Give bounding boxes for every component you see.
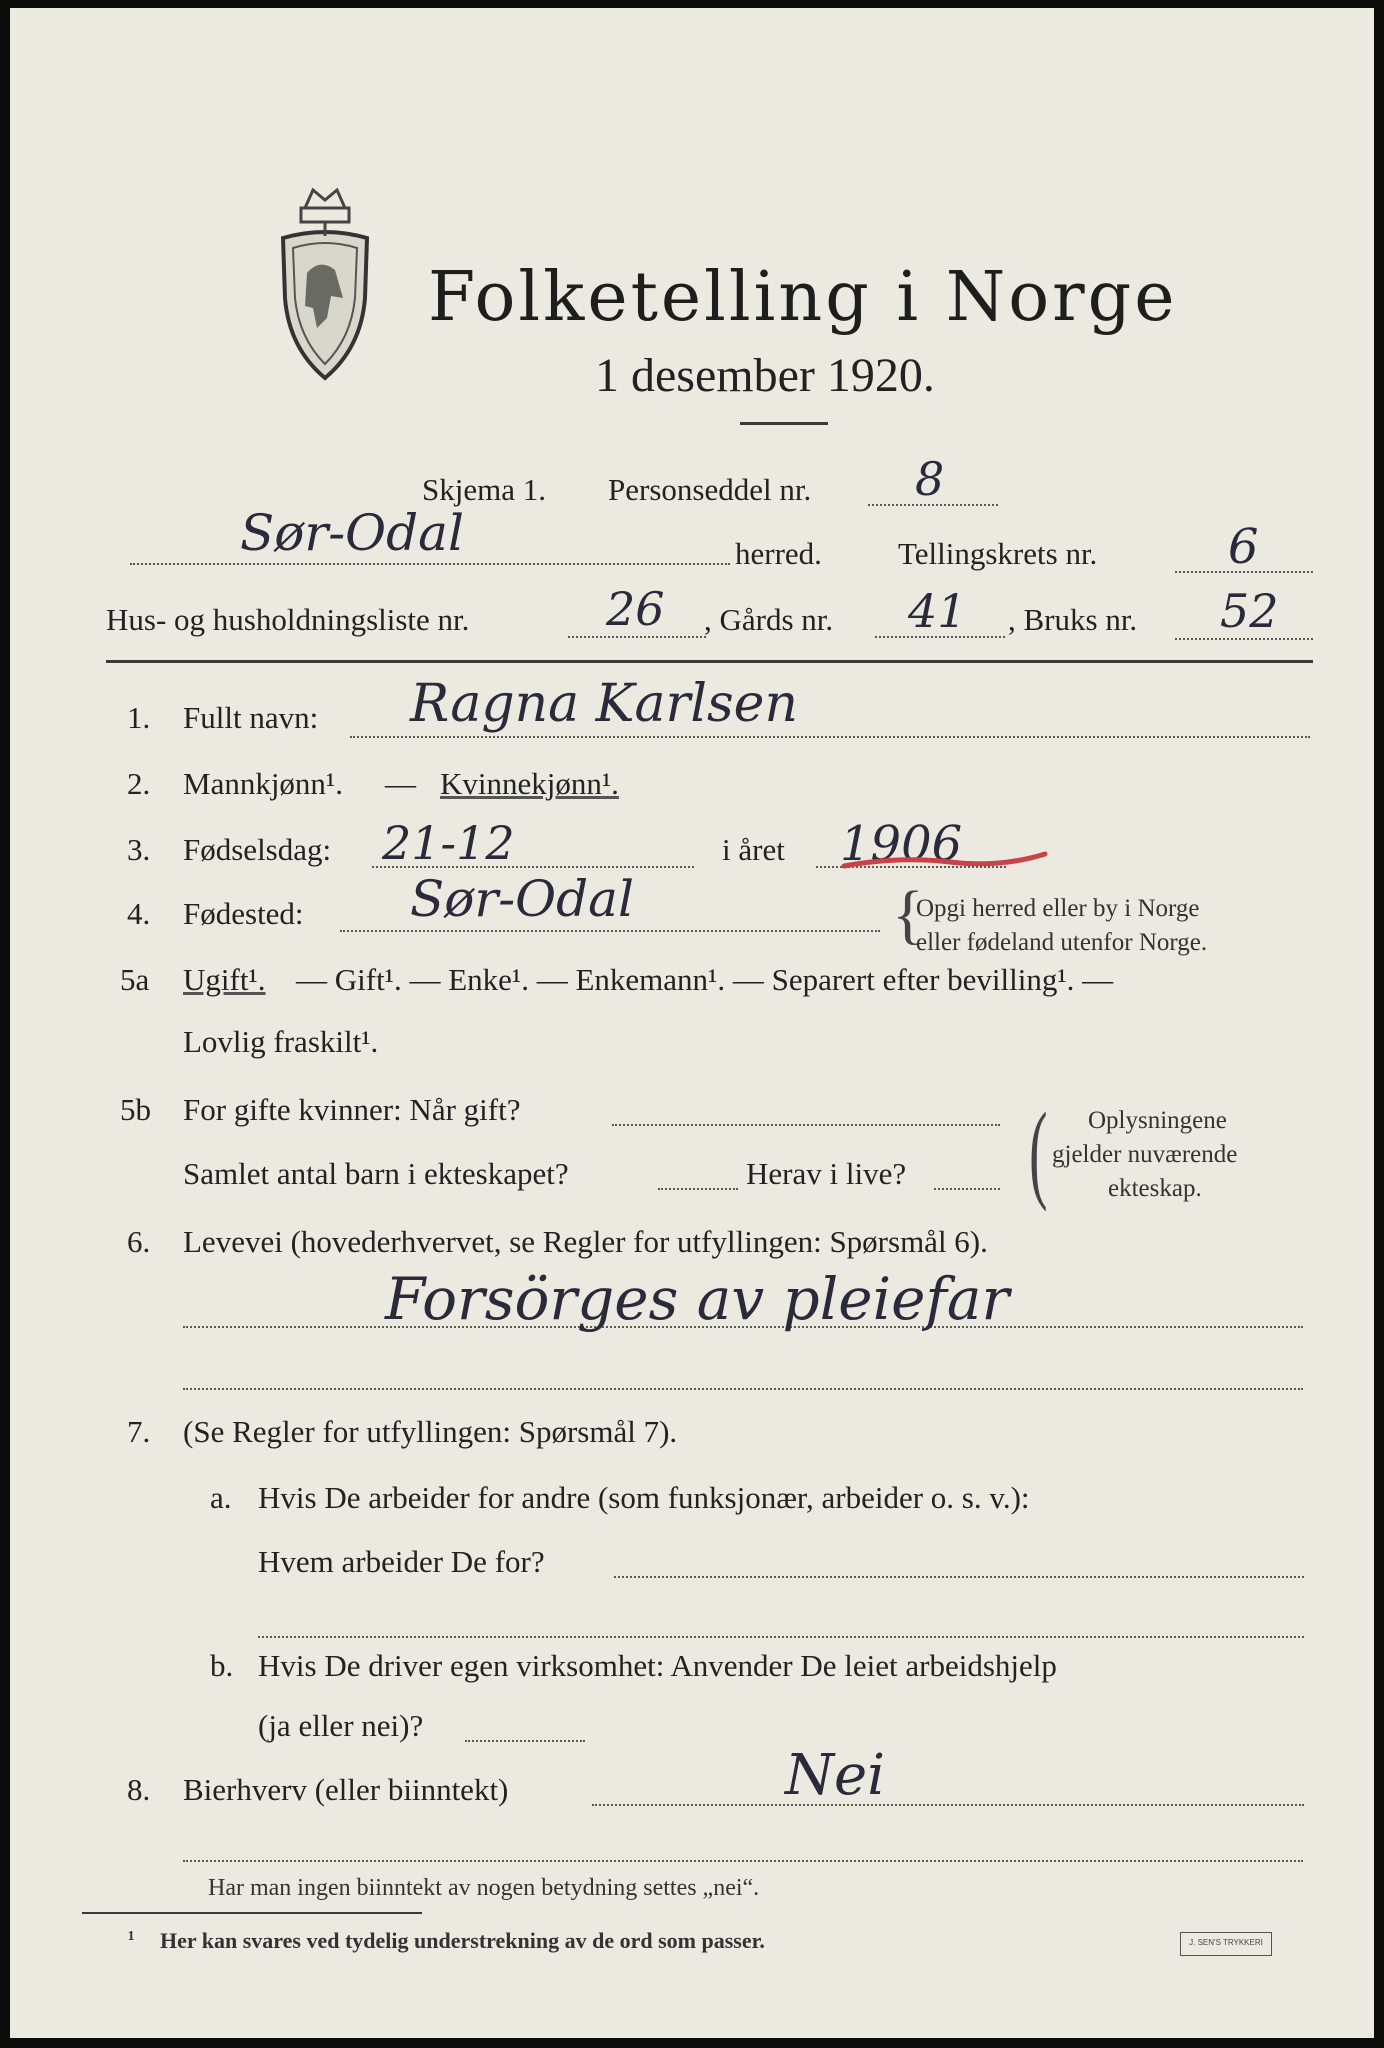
printer-stamp-text: J. SEN'S TRYKKERI [1189,1938,1263,1947]
q6-label: Levevei (hovederhvervet, se Regler for utfyllingen: Spørsmål 6). [183,1224,988,1259]
children-alive-field[interactable] [934,1188,1000,1190]
person-value: 8 [915,452,945,506]
occupation-value: Forsörges av pleiefar [385,1265,1010,1333]
gards-value: 41 [908,584,967,638]
q7a-line2: Hvem arbeider De for? [258,1544,545,1579]
q4-brace: { [892,878,924,951]
ugift-option[interactable]: Ugift¹. [183,962,266,997]
herred-value: Sør-Odal [240,504,464,562]
footnote-divider [82,1912,422,1914]
q7b-line1: Hvis De driver egen virksomhet: Anvender De leiet arbeidshjelp [258,1648,1057,1683]
q2-number: 2. [127,766,151,801]
q5b-brace: ( [1029,1090,1048,1212]
footnote-text: Her kan svares ved tydelig understrekning av de ord som passer. [160,1928,765,1953]
red-pencil-mark [840,848,1050,878]
q5b-number: 5b [120,1092,151,1127]
printer-stamp [1180,1932,1272,1956]
employer-field-2[interactable] [258,1636,1304,1638]
form-title: Folketelling i Norge [428,258,1178,337]
q4-label: Fødested: [183,896,304,931]
female-option[interactable]: Kvinnekjønn¹. [440,766,619,801]
birthday-value: 21-12 [382,816,515,870]
occupation-field-2[interactable] [183,1388,1303,1390]
q4-number: 4. [127,896,151,931]
male-option[interactable]: Mannkjønn¹. [183,766,343,801]
q5b-line2b: Herav i live? [746,1156,907,1191]
q8-label: Bierhverv (eller biinntekt) [183,1772,509,1807]
fullname-field[interactable] [350,736,1310,738]
birthplace-field[interactable] [340,930,880,932]
side-income-field[interactable] [592,1804,1304,1806]
title-divider [740,422,828,425]
q7b-line2: (ja eller nei)? [258,1708,424,1743]
q8-number: 8. [127,1772,151,1807]
person-label: Personseddel nr. [608,472,812,507]
q1-number: 1. [127,700,151,735]
q7-number: 7. [127,1414,151,1449]
bruks-field[interactable] [1175,638,1313,640]
hus-value: 26 [606,582,665,636]
side-income-value: Nei [785,1743,886,1808]
herred-label: herred. [735,536,822,571]
hus-label: Hus- og husholdningsliste nr. [106,602,470,637]
q5a-line2: Lovlig fraskilt¹. [183,1024,379,1059]
schema-label: Skjema 1. [422,472,546,507]
bruks-value: 52 [1220,584,1279,638]
gards-label: , Gårds nr. [704,602,834,637]
q5a-options: — Gift¹. — Enke¹. — Enkemann¹. — Separert efter bevilling¹. — [296,962,1114,997]
side-income-field-2[interactable] [183,1860,1303,1862]
herred-field[interactable] [130,563,730,565]
q5b-note1: Oplysningene [1088,1107,1227,1134]
q1-label: Fullt navn: [183,700,319,735]
married-when-field[interactable] [612,1124,1000,1126]
census-form [10,8,1374,2038]
birthplace-value: Sør-Odal [410,870,634,928]
q5b-note3: ekteskap. [1108,1175,1202,1202]
q5a-number: 5a [120,962,150,997]
footer-note: Har man ingen biinntekt av nogen betydning settes „nei“. [208,1875,760,1901]
krets-label: Tellingskrets nr. [898,536,1098,571]
q5b-line1: For gifte kvinner: Når gift? [183,1092,521,1127]
q7b-number: b. [210,1648,234,1683]
q3-number: 3. [127,832,151,867]
employer-field[interactable] [614,1576,1304,1578]
fullname-value: Ragna Karlsen [410,674,798,734]
q5b-line2a: Samlet antal barn i ekteskapet? [183,1156,569,1191]
q4-note-line1: Opgi herred eller by i Norge [916,895,1200,922]
section-divider [106,660,1313,663]
q7-label: (Se Regler for utfyllingen: Spørsmål 7). [183,1414,678,1449]
q4-note-line2: eller fødeland utenfor Norge. [916,929,1208,956]
footnote-mark: ¹ [128,1926,135,1951]
children-count-field[interactable] [658,1188,738,1190]
q3-label: Fødselsdag: [183,832,332,867]
krets-value: 6 [1228,519,1259,575]
bruks-label: , Bruks nr. [1008,602,1138,637]
q7a-line1: Hvis De arbeider for andre (som funksjonær, arbeider o. s. v.): [258,1480,1030,1515]
hired-help-field[interactable] [465,1740,585,1742]
q5b-note2: gjelder nuværende [1052,1141,1238,1168]
hus-field[interactable] [568,636,706,638]
q6-number: 6. [127,1224,151,1259]
coat-of-arms-icon [265,178,385,388]
birthyear-value: 1906 [840,816,963,872]
form-date: 1 desember 1920. [595,349,935,402]
year-label: i året [722,832,785,867]
q7a-number: a. [210,1480,232,1515]
q2-separator: — [385,766,416,801]
